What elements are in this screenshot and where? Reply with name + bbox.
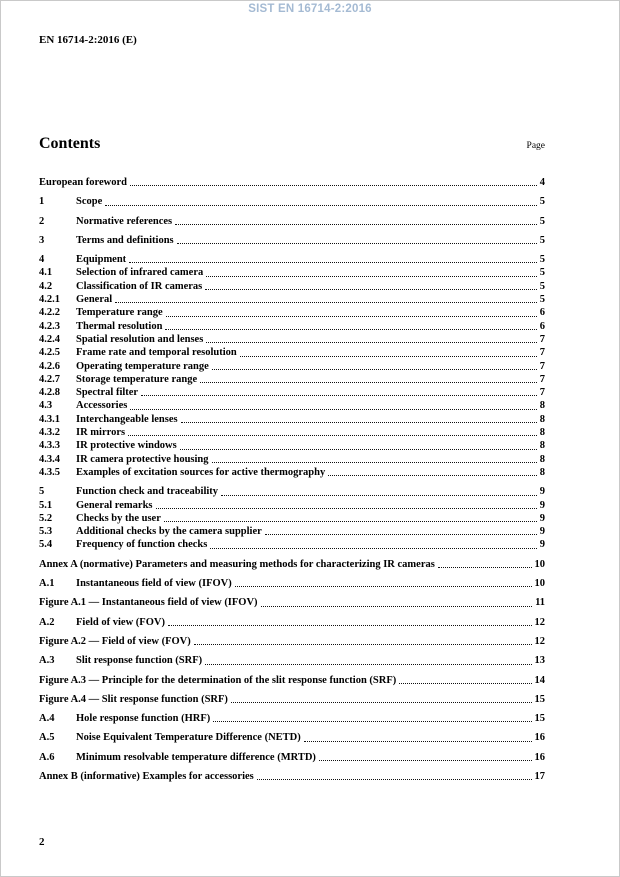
toc-entry-number: 2 bbox=[39, 215, 45, 227]
toc-entry-label: Examples of excitation sources for active thermography bbox=[76, 466, 326, 478]
toc-entry-number: 5 bbox=[39, 486, 45, 498]
toc-leader-dots bbox=[212, 462, 537, 463]
toc-entry bbox=[39, 499, 545, 512]
toc-entry-page: 8 bbox=[539, 400, 545, 412]
toc-entry-number: 5.4 bbox=[39, 539, 53, 551]
toc-leader-dots bbox=[177, 243, 537, 244]
toc-entry-number: 4.2.6 bbox=[39, 360, 60, 372]
toc-entry-label: Frame rate and temporal resolution bbox=[76, 347, 237, 359]
toc-entry-page: 8 bbox=[539, 413, 545, 425]
toc-leader-dots bbox=[175, 224, 537, 225]
toc-entry-label: Figure A.3 — Principle for the determination of the slit response function (SRF) bbox=[39, 674, 397, 686]
toc-entry bbox=[39, 306, 545, 319]
toc-entry-number: 4.2.1 bbox=[39, 294, 60, 306]
toc-entry bbox=[39, 674, 545, 687]
toc-leader-dots bbox=[304, 741, 532, 742]
toc-entry bbox=[39, 485, 545, 498]
toc-entry-label: Annex A (normative) Parameters and measuring methods for characterizing IR cameras bbox=[39, 558, 435, 570]
toc-entry-page: 8 bbox=[539, 440, 545, 452]
toc-leader-dots bbox=[212, 369, 537, 370]
toc-leader-dots bbox=[128, 435, 537, 436]
toc-entry-label: Checks by the user bbox=[76, 512, 161, 524]
toc-entry-number: 4.3 bbox=[39, 400, 53, 412]
toc-entry-number: 4 bbox=[39, 254, 45, 266]
toc-entry-number: 4.3.4 bbox=[39, 453, 60, 465]
toc-entry bbox=[39, 538, 545, 551]
toc-entry-label: Frequency of function checks bbox=[76, 539, 208, 551]
toc-leader-dots bbox=[206, 342, 536, 343]
toc-leader-dots bbox=[213, 721, 531, 722]
toc-entry-number: A.6 bbox=[39, 751, 55, 763]
toc-entry-page: 7 bbox=[539, 360, 545, 372]
toc-entry-page: 9 bbox=[539, 486, 545, 498]
toc-entry-number: 4.2.5 bbox=[39, 347, 60, 359]
toc-entry bbox=[39, 426, 545, 439]
toc-entry-number: A.2 bbox=[39, 616, 55, 628]
toc-entry-page: 17 bbox=[534, 770, 545, 782]
toc-entry-number: 4.1 bbox=[39, 267, 53, 279]
toc-leader-dots bbox=[194, 644, 532, 645]
watermark-text: SIST EN 16714-2:2016 bbox=[248, 3, 372, 15]
toc-entry bbox=[39, 525, 545, 538]
toc-entry-number: A.3 bbox=[39, 655, 55, 667]
toc-entry-label: General remarks bbox=[76, 499, 153, 511]
toc-entry bbox=[39, 693, 545, 706]
toc-entry-label: Figure A.1 — Instantaneous field of view (IFOV) bbox=[39, 597, 258, 609]
toc-entry-page: 5 bbox=[539, 280, 545, 292]
toc-entry-page: 7 bbox=[539, 347, 545, 359]
document-code: EN 16714-2:2016 (E) bbox=[39, 34, 137, 46]
toc-entry-label: Spectral filter bbox=[76, 387, 139, 399]
toc-entry-number: 4.3.3 bbox=[39, 440, 60, 452]
toc-entry-page: 9 bbox=[539, 499, 545, 511]
toc-entry-page: 16 bbox=[534, 732, 545, 744]
toc-entry bbox=[39, 399, 545, 412]
toc-entry bbox=[39, 512, 545, 525]
toc-leader-dots bbox=[328, 475, 537, 476]
toc-entry-number: 4.2.4 bbox=[39, 333, 60, 345]
toc-entry-page: 7 bbox=[539, 333, 545, 345]
toc-entry-label: Selection of infrared camera bbox=[76, 267, 204, 279]
toc-entry bbox=[39, 453, 545, 466]
toc-entry-label: Slit response function (SRF) bbox=[76, 655, 203, 667]
toc-entry-number: 4.3.1 bbox=[39, 413, 60, 425]
toc-entry-page: 13 bbox=[534, 655, 545, 667]
toc-entry-label: Temperature range bbox=[76, 307, 163, 319]
toc-entry-number: 5.3 bbox=[39, 526, 53, 538]
toc-entry-label: European foreword bbox=[39, 177, 127, 188]
toc-entry-number: 4.2.3 bbox=[39, 320, 60, 332]
toc-entry-number: 4.2 bbox=[39, 280, 53, 292]
toc-entry bbox=[39, 596, 545, 609]
toc-entry-label: General bbox=[76, 294, 113, 306]
toc-entry-page: 15 bbox=[534, 713, 545, 725]
toc-entry-page: 7 bbox=[539, 387, 545, 399]
toc-entry-label: Annex B (informative) Examples for accessories bbox=[39, 770, 254, 782]
toc-entry-label: Equipment bbox=[76, 254, 127, 266]
toc-entry-page: 9 bbox=[539, 526, 545, 538]
toc-entry bbox=[39, 215, 545, 228]
toc-entry-number: 4.3.5 bbox=[39, 466, 60, 478]
toc-leader-dots bbox=[130, 409, 536, 410]
toc-entry bbox=[39, 635, 545, 648]
toc-leader-dots bbox=[200, 382, 537, 383]
toc-entry-label: Normative references bbox=[76, 215, 173, 227]
toc-entry-page: 9 bbox=[539, 539, 545, 551]
table-of-contents bbox=[39, 170, 545, 783]
toc-entry bbox=[39, 616, 545, 629]
toc-entry-label: Additional checks by the camera supplier bbox=[76, 526, 262, 538]
toc-entry-page: 16 bbox=[534, 751, 545, 763]
toc-leader-dots bbox=[166, 316, 537, 317]
toc-entry-label: Minimum resolvable temperature difference (MRTD) bbox=[76, 751, 316, 763]
toc-entry bbox=[39, 577, 545, 590]
toc-entry-label: Operating temperature range bbox=[76, 360, 209, 372]
toc-entry bbox=[39, 770, 545, 783]
toc-entry-page: 5 bbox=[539, 215, 545, 227]
toc-entry-page: 12 bbox=[534, 616, 545, 628]
toc-entry-label: Classification of IR cameras bbox=[76, 280, 203, 292]
toc-entry-label: Accessories bbox=[76, 400, 128, 412]
toc-leader-dots bbox=[319, 760, 532, 761]
toc-leader-dots bbox=[156, 508, 537, 509]
toc-entry-page: 8 bbox=[539, 453, 545, 465]
toc-entry bbox=[39, 712, 545, 725]
toc-entry-page: 15 bbox=[534, 693, 545, 705]
toc-leader-dots bbox=[257, 779, 532, 780]
toc-entry-page: 14 bbox=[534, 674, 545, 686]
toc-entry-page: 5 bbox=[539, 267, 545, 279]
toc-entry-page: 6 bbox=[539, 320, 545, 332]
toc-leader-dots bbox=[205, 664, 531, 665]
toc-entry-page: 8 bbox=[539, 466, 545, 478]
toc-entry-label: Storage temperature range bbox=[76, 373, 198, 385]
toc-entry-page: 6 bbox=[539, 307, 545, 319]
toc-entry-number: 4.2.2 bbox=[39, 307, 60, 319]
toc-leader-dots bbox=[240, 356, 537, 357]
toc-entry-label: Figure A.4 — Slit response function (SRF) bbox=[39, 693, 228, 705]
toc-entry-number: A.1 bbox=[39, 578, 55, 590]
toc-entry-page: 8 bbox=[539, 427, 545, 439]
toc-entry bbox=[39, 195, 545, 208]
toc-entry-page: 5 bbox=[539, 234, 545, 246]
toc-leader-dots bbox=[231, 702, 532, 703]
toc-entry-label: IR protective windows bbox=[76, 440, 177, 452]
toc-entry bbox=[39, 466, 545, 479]
toc-leader-dots bbox=[129, 262, 537, 263]
toc-entry-label: Instantaneous field of view (IFOV) bbox=[76, 578, 232, 590]
toc-entry bbox=[39, 346, 545, 359]
toc-entry-label: Scope bbox=[76, 196, 103, 208]
toc-entry-label: Interchangeable lenses bbox=[76, 413, 178, 425]
toc-leader-dots bbox=[168, 625, 532, 626]
toc-entry bbox=[39, 234, 545, 247]
toc-entry bbox=[39, 293, 545, 306]
toc-entry bbox=[39, 253, 545, 266]
toc-entry bbox=[39, 360, 545, 373]
toc-leader-dots bbox=[210, 548, 536, 549]
toc-entry-label: IR mirrors bbox=[76, 427, 126, 439]
toc-leader-dots bbox=[141, 395, 537, 396]
toc-entry-page: 5 bbox=[539, 294, 545, 306]
toc-leader-dots bbox=[165, 329, 536, 330]
toc-entry bbox=[39, 176, 545, 189]
toc-entry-page: 5 bbox=[539, 254, 545, 266]
toc-leader-dots bbox=[181, 422, 537, 423]
toc-entry-number: A.5 bbox=[39, 732, 55, 744]
toc-entry bbox=[39, 280, 545, 293]
toc-leader-dots bbox=[221, 495, 537, 496]
toc-leader-dots bbox=[130, 185, 537, 186]
toc-entry-page: 10 bbox=[534, 578, 545, 590]
toc-entry bbox=[39, 751, 545, 764]
toc-entry-page: 5 bbox=[539, 196, 545, 208]
toc-entry-label: Terms and definitions bbox=[76, 234, 174, 246]
toc-entry bbox=[39, 386, 545, 399]
toc-entry-number: 1 bbox=[39, 196, 45, 208]
toc-entry bbox=[39, 731, 545, 744]
footer-page-number: 2 bbox=[39, 836, 45, 848]
toc-leader-dots bbox=[265, 534, 537, 535]
toc-entry bbox=[39, 558, 545, 571]
toc-entry-label: Spatial resolution and lenses bbox=[76, 333, 204, 345]
toc-leader-dots bbox=[235, 586, 532, 587]
toc-entry bbox=[39, 333, 545, 346]
toc-entry-label: Noise Equivalent Temperature Difference (NETD) bbox=[76, 732, 301, 744]
toc-entry-page: 4 bbox=[539, 177, 545, 188]
toc-leader-dots bbox=[399, 683, 531, 684]
toc-leader-dots bbox=[438, 567, 532, 568]
contents-title: Contents bbox=[39, 135, 101, 152]
toc-entry bbox=[39, 320, 545, 333]
toc-leader-dots bbox=[205, 289, 536, 290]
toc-entry bbox=[39, 654, 545, 667]
toc-entry bbox=[39, 373, 545, 386]
toc-leader-dots bbox=[261, 606, 533, 607]
toc-entry bbox=[39, 413, 545, 426]
toc-entry-page: 7 bbox=[539, 373, 545, 385]
toc-leader-dots bbox=[180, 449, 537, 450]
toc-entry-label: Field of view (FOV) bbox=[76, 616, 165, 628]
toc-entry bbox=[39, 439, 545, 452]
toc-leader-dots bbox=[115, 302, 537, 303]
toc-leader-dots bbox=[105, 205, 537, 206]
toc-entry-label: Figure A.2 — Field of view (FOV) bbox=[39, 635, 191, 647]
toc-entry-label: Thermal resolution bbox=[76, 320, 163, 332]
toc-entry-page: 11 bbox=[535, 597, 545, 609]
toc-leader-dots bbox=[206, 276, 537, 277]
toc-entry-label: Function check and traceability bbox=[76, 486, 219, 498]
page-column-label: Page bbox=[526, 141, 545, 151]
contents-header bbox=[39, 135, 545, 153]
toc-entry-number: 4.3.2 bbox=[39, 427, 60, 439]
toc-entry-number: 5.1 bbox=[39, 499, 53, 511]
toc-entry-number: 5.2 bbox=[39, 512, 53, 524]
toc-leader-dots bbox=[164, 521, 537, 522]
toc-entry-label: IR camera protective housing bbox=[76, 453, 209, 465]
toc-entry-label: Hole response function (HRF) bbox=[76, 713, 211, 725]
toc-entry-number: 4.2.7 bbox=[39, 373, 60, 385]
toc-entry-number: 3 bbox=[39, 234, 45, 246]
toc-entry-page: 10 bbox=[534, 558, 545, 570]
toc-entry bbox=[39, 266, 545, 279]
toc-entry-page: 9 bbox=[539, 512, 545, 524]
toc-entry-page: 12 bbox=[534, 635, 545, 647]
toc-entry-number: A.4 bbox=[39, 713, 55, 725]
toc-entry-number: 4.2.8 bbox=[39, 387, 60, 399]
